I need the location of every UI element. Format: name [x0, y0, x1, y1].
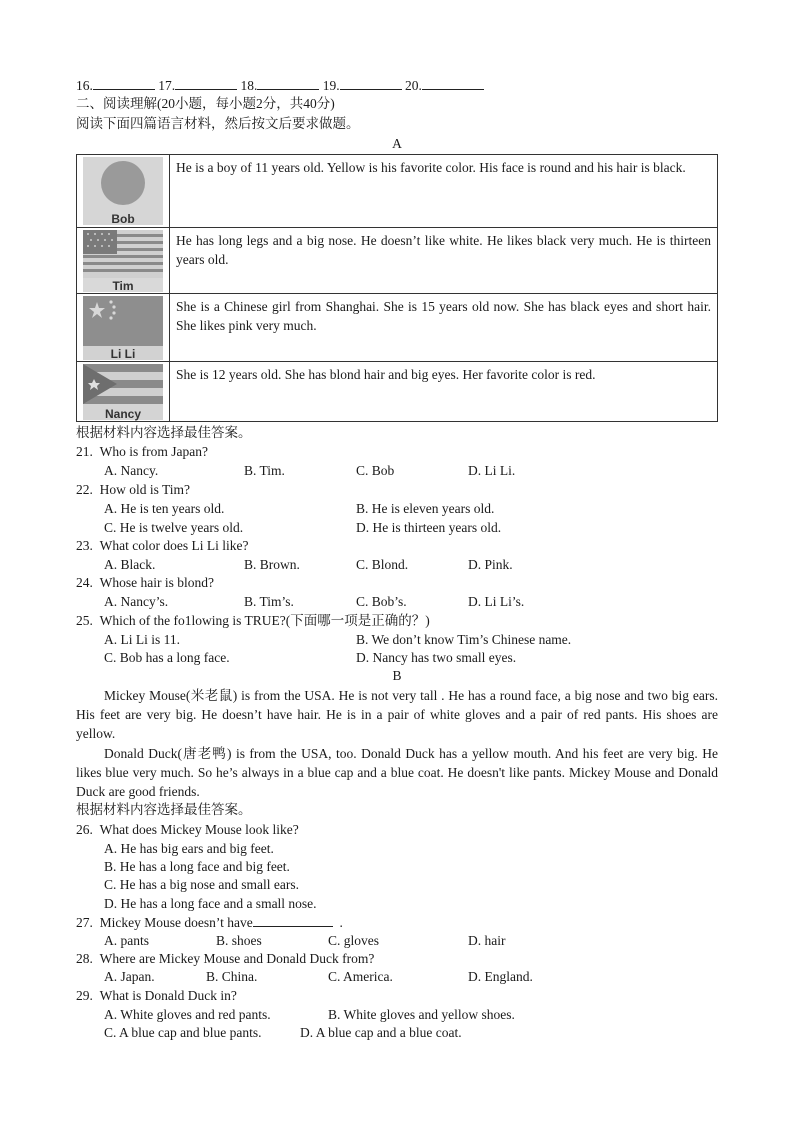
option[interactable]: D. Nancy has two small eyes. — [356, 650, 517, 665]
picture-cell — [77, 294, 170, 362]
option[interactable]: C. America. — [328, 969, 393, 984]
option[interactable]: C. Bob — [356, 463, 395, 478]
answer-blank[interactable] — [253, 913, 333, 927]
picture-cell — [77, 228, 170, 294]
answer-blank[interactable] — [175, 76, 237, 90]
answer-number: 17. — [158, 78, 176, 93]
option[interactable]: A. Nancy’s. — [104, 594, 169, 609]
person-name: Bob — [111, 212, 135, 226]
answer-blanks-line — [76, 76, 484, 95]
option[interactable]: B. He has a long face and big feet. — [104, 859, 290, 874]
option[interactable]: C. Bob’s. — [356, 594, 407, 609]
question: 28. Where are Mickey Mouse and Donald Duck from? — [76, 951, 375, 966]
question: 27. Mickey Mouse doesn’t have . — [76, 915, 343, 930]
question: 22. How old is Tim? — [76, 482, 191, 497]
question: 23. What color does Li Li like? — [76, 538, 249, 553]
question: 29. What is Donald Duck in? — [76, 988, 237, 1003]
person-name: Tim — [112, 279, 134, 293]
table-row — [77, 294, 718, 362]
question: 21. Who is from Japan? — [76, 444, 208, 459]
option[interactable]: B. White gloves and yellow shoes. — [328, 1007, 515, 1022]
option[interactable]: D. He is thirteen years old. — [356, 520, 502, 535]
option[interactable]: B. Tim’s. — [244, 594, 294, 609]
description-cell: She is 12 years old. She has blond hair and big eyes. Her favorite color is red. — [170, 362, 718, 422]
puerto-rico-flag-icon — [83, 364, 163, 420]
us-flag-icon — [83, 230, 163, 292]
option[interactable]: D. England. — [468, 969, 533, 984]
answer-blank[interactable] — [340, 76, 402, 90]
option[interactable]: A. He has big ears and big feet. — [104, 841, 274, 856]
question: 26. What does Mickey Mouse look like? — [76, 822, 299, 837]
character-table — [76, 154, 718, 422]
description-cell: She is a Chinese girl from Shanghai. She is 15 years old now. She has black eyes and short hair. She likes pink very much. — [170, 294, 718, 362]
answer-blank[interactable] — [422, 76, 484, 90]
answer-number: 20. — [405, 78, 422, 93]
answer-blank[interactable] — [257, 76, 319, 90]
person-name: Nancy — [104, 407, 142, 421]
answer-number: 16. — [76, 78, 93, 93]
option[interactable]: A. Nancy. — [104, 463, 159, 478]
description-cell: He is a boy of 11 years old. Yellow is his favorite color. His face is round and his hair is black. — [170, 155, 718, 228]
passage-a-label: A — [392, 136, 402, 151]
option[interactable]: C. Blond. — [356, 557, 409, 572]
option[interactable]: A. White gloves and red pants. — [104, 1007, 271, 1022]
option[interactable]: B. Tim. — [244, 463, 285, 478]
passage-b-paragraph-2: Donald Duck(唐老鸭) is from the USA, too. Donald Duck has a yellow mouth. And his feet are very big. He likes blue very much. So he’s always in a blue cap and a blue coat. He doesn't like pants. Mickey Mouse and Donald Duck are good friends. — [76, 746, 718, 799]
option[interactable]: A. Li Li is 11. — [104, 632, 180, 647]
option[interactable]: C. gloves — [328, 933, 380, 948]
description-cell: He has long legs and a big nose. He doesn’t like white. He likes black very much. He is thirteen years old. — [170, 228, 718, 294]
answer-number: 19. — [322, 78, 340, 93]
table-row — [77, 362, 718, 422]
option[interactable]: C. He is twelve years old. — [104, 520, 244, 535]
person-name: Li Li — [110, 347, 136, 361]
section-instruction: 阅读下面四篇语言材料，然后按文后要求做题。 — [76, 116, 360, 131]
choose-instruction: 根据材料内容选择最佳答案。 — [76, 802, 252, 817]
option[interactable]: B. China. — [206, 969, 258, 984]
circle-image — [83, 157, 163, 225]
option[interactable]: A. Black. — [104, 557, 156, 572]
table-row — [77, 155, 718, 228]
option[interactable]: D. hair — [468, 933, 506, 948]
passage-b-label: B — [392, 668, 402, 683]
option[interactable]: B. He is eleven years old. — [356, 501, 495, 516]
table-row — [77, 228, 718, 294]
option[interactable]: C. Bob has a long face. — [104, 650, 230, 665]
answer-blank[interactable] — [93, 76, 155, 90]
option[interactable]: C. He has a big nose and small ears. — [104, 877, 299, 892]
section-heading: 二、阅读理解(20小题，每小题2分，共40分) — [76, 96, 335, 111]
option[interactable]: B. shoes — [216, 933, 262, 948]
option[interactable]: B. Brown. — [244, 557, 300, 572]
option[interactable]: A. Japan. — [104, 969, 155, 984]
choose-instruction: 根据材料内容选择最佳答案。 — [76, 425, 252, 440]
picture-cell — [77, 362, 170, 422]
option[interactable]: C. A blue cap and blue pants. — [104, 1025, 262, 1040]
option[interactable]: D. A blue cap and a blue coat. — [300, 1025, 462, 1040]
answer-number: 18. — [240, 78, 258, 93]
option[interactable]: D. He has a long face and a small nose. — [104, 896, 317, 911]
china-flag-icon — [83, 296, 163, 360]
option[interactable]: B. We don’t know Tim’s Chinese name. — [356, 632, 572, 647]
option[interactable]: D. Li Li’s. — [468, 594, 525, 609]
question: 25. Which of the fo1lowing is TRUE?(下面哪一项是正确的？) — [76, 613, 430, 628]
option[interactable]: A. He is ten years old. — [104, 501, 225, 516]
option[interactable]: D. Li Li. — [468, 463, 516, 478]
option[interactable]: A. pants — [104, 933, 149, 948]
passage-b-paragraph-1: Mickey Mouse(米老鼠) is from the USA. He is not very tall . He has a round face, a big nose and two big ears. His feet are very big. He doesn’t have hair. He is in a pair of white gloves and a pair of red pants. His shoes are yellow. — [76, 688, 718, 741]
option[interactable]: D. Pink. — [468, 557, 513, 572]
question: 24. Whose hair is blond? — [76, 575, 214, 590]
picture-cell — [77, 155, 170, 228]
